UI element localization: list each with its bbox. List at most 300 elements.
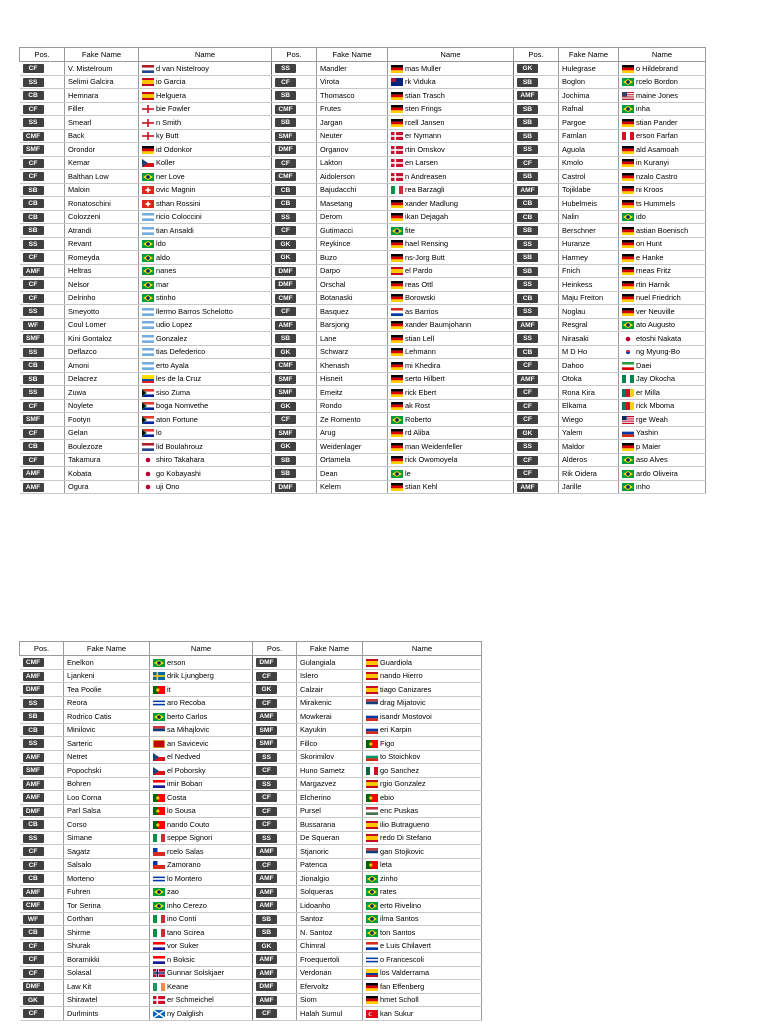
name-cell: [150, 885, 253, 899]
table-row: [20, 156, 706, 170]
player-name: ald Asamoah: [636, 144, 679, 154]
position-badge: CB: [517, 294, 538, 303]
fake-name-cell: Corthan: [64, 912, 150, 926]
position-badge: CB: [23, 820, 44, 829]
flag-dk-icon: [391, 159, 403, 167]
player-name: redo Di Stefano: [380, 833, 432, 843]
player-name: ebio: [380, 792, 394, 802]
position-badge: DMF: [23, 982, 44, 991]
player-name: o Francescoli: [380, 954, 424, 964]
name-cell: [388, 210, 514, 224]
player-name: ikan Dejagah: [405, 212, 449, 222]
name-cell: [619, 89, 706, 103]
position-cell: [20, 170, 65, 184]
name-cell: [388, 62, 514, 76]
position-badge: DMF: [275, 267, 296, 276]
flag-hr-icon: [153, 780, 165, 788]
position-badge: SS: [256, 834, 277, 843]
position-cell: [514, 116, 559, 130]
flag-dk-icon: [391, 132, 403, 140]
fake-name-cell: Reora: [64, 696, 150, 710]
player-name: rcell Jansen: [405, 117, 445, 127]
player-name: leta: [380, 860, 392, 870]
position-badge: GK: [517, 64, 538, 73]
player-name: maine Jones: [636, 90, 678, 100]
name-cell: [363, 858, 482, 872]
flag-co-icon: [366, 969, 378, 977]
player-name: tiago Canizares: [380, 684, 432, 694]
position-cell: [514, 318, 559, 332]
table-row: [20, 197, 706, 211]
fake-name-cell: Frutes: [317, 102, 388, 116]
flag-de-icon: [622, 281, 634, 289]
player-name: n Smith: [156, 117, 182, 127]
table-row: [20, 305, 706, 319]
position-badge: SMF: [256, 726, 277, 735]
name-cell: [619, 75, 706, 89]
player-name: udio Lopez: [156, 320, 193, 330]
player-name: nuel Friedrich: [636, 293, 681, 303]
position-badge: SB: [23, 186, 44, 195]
name-cell: [363, 885, 482, 899]
flag-de-icon: [391, 483, 403, 491]
fake-name-cell: Basquez: [317, 305, 388, 319]
flag-ru-icon: [366, 726, 378, 734]
name-cell: [388, 237, 514, 251]
position-badge: SS: [517, 145, 538, 154]
header-pos: Pos.: [514, 48, 559, 62]
position-badge: AMF: [517, 483, 538, 492]
name-cell: [388, 426, 514, 440]
flag-ar-icon: [142, 227, 154, 235]
player-name: erson: [167, 657, 186, 667]
flag-dk-icon: [391, 146, 403, 154]
player-name: ky Butt: [156, 131, 179, 141]
table-row: [20, 926, 482, 940]
flag-br-icon: [366, 902, 378, 910]
flag-pt-icon: [366, 740, 378, 748]
position-badge: CB: [23, 928, 44, 937]
position-badge: SB: [517, 78, 538, 87]
flag-es-icon: [366, 821, 378, 829]
player-name: tias Defederico: [156, 347, 206, 357]
player-name: mar: [156, 279, 169, 289]
player-name: ner Love: [156, 171, 185, 181]
flag-br-icon: [622, 321, 634, 329]
fake-name-cell: Tor Serina: [64, 899, 150, 913]
flag-de-icon: [391, 200, 403, 208]
position-badge: DMF: [275, 145, 296, 154]
position-badge: WF: [23, 321, 44, 330]
name-cell: [388, 399, 514, 413]
name-cell: [150, 993, 253, 1007]
fake-name-cell: Kini Gontaloz: [65, 332, 139, 346]
fake-name-cell: Hulegrase: [559, 62, 619, 76]
flag-de-icon: [622, 254, 634, 262]
table-row: [20, 818, 482, 832]
position-cell: [253, 818, 297, 832]
position-cell: [20, 885, 64, 899]
name-cell: [619, 372, 706, 386]
name-cell: [139, 75, 272, 89]
fake-name-cell: Thomasco: [317, 89, 388, 103]
flag-me-icon: [153, 740, 165, 748]
position-cell: [272, 197, 317, 211]
player-name: fan Effenberg: [380, 981, 425, 991]
position-cell: [20, 89, 65, 103]
player-name: rick Ebert: [405, 387, 437, 397]
position-cell: [20, 183, 65, 197]
player-name: rgio Gonzalez: [380, 779, 426, 789]
position-cell: [514, 197, 559, 211]
position-cell: [20, 818, 64, 832]
position-badge: CMF: [275, 172, 296, 181]
player-name: vor Suker: [167, 941, 199, 951]
position-cell: [20, 440, 65, 454]
player-name: kan Sukur: [380, 1008, 414, 1018]
position-cell: [272, 345, 317, 359]
name-cell: [363, 723, 482, 737]
position-badge: AMF: [256, 996, 277, 1005]
name-cell: [363, 737, 482, 751]
table-row: [20, 885, 482, 899]
flag-py-icon: [391, 308, 403, 316]
position-badge: SS: [256, 753, 277, 762]
name-cell: [150, 872, 253, 886]
name-cell: [139, 332, 272, 346]
header-name: Name: [139, 48, 272, 62]
flag-jp-icon: [142, 470, 154, 478]
table-row: [20, 480, 706, 494]
fake-name-cell: Chimral: [297, 939, 363, 953]
flag-de-icon: [622, 267, 634, 275]
flag-es-icon: [366, 659, 378, 667]
flag-ar-icon: [142, 348, 154, 356]
player-name: man Weidenfeller: [405, 441, 463, 451]
position-badge: GK: [23, 996, 44, 1005]
flag-de-icon: [391, 281, 403, 289]
flag-de-icon: [391, 254, 403, 262]
position-cell: [20, 291, 65, 305]
player-name: mi Khedira: [405, 360, 441, 370]
table-row: [20, 656, 482, 670]
position-cell: [253, 831, 297, 845]
name-cell: [619, 399, 706, 413]
player-name: aldo: [156, 252, 170, 262]
fake-name-cell: Khenash: [317, 359, 388, 373]
fake-name-cell: Atrandi: [65, 224, 139, 238]
position-cell: [272, 413, 317, 427]
position-cell: [20, 305, 65, 319]
name-cell: [139, 197, 272, 211]
player-name: ts Hummels: [636, 198, 676, 208]
position-cell: [20, 804, 64, 818]
name-cell: [619, 170, 706, 184]
fake-name-cell: Zuwa: [65, 386, 139, 400]
flag-jp-icon: [622, 335, 634, 343]
position-badge: CF: [256, 807, 277, 816]
fake-name-cell: Lidoanho: [297, 899, 363, 913]
position-badge: CF: [256, 793, 277, 802]
position-badge: CF: [23, 105, 44, 114]
player-name: boga Nomvethe: [156, 401, 209, 411]
flag-en-icon: [142, 105, 154, 113]
position-badge: AMF: [256, 955, 277, 964]
position-cell: [514, 440, 559, 454]
name-cell: [388, 116, 514, 130]
table-row: [20, 953, 482, 967]
table-row: [20, 440, 706, 454]
flag-de-icon: [391, 240, 403, 248]
name-cell: [363, 804, 482, 818]
fake-name-cell: Berschner: [559, 224, 619, 238]
name-cell: [388, 291, 514, 305]
position-badge: CF: [256, 766, 277, 775]
player-name: zinho: [380, 873, 398, 883]
table-row: [20, 224, 706, 238]
player-name: aton Fortune: [156, 414, 198, 424]
name-cell: [150, 831, 253, 845]
position-badge: CF: [517, 415, 538, 424]
flag-de-icon: [391, 119, 403, 127]
table-row: [20, 467, 706, 481]
position-cell: [253, 885, 297, 899]
flag-de-icon: [391, 456, 403, 464]
position-cell: [20, 224, 65, 238]
fake-name-cell: Heltras: [65, 264, 139, 278]
position-cell: [514, 129, 559, 143]
fake-name-cell: Jochima: [559, 89, 619, 103]
fake-name-cell: Huranze: [559, 237, 619, 251]
name-cell: [139, 143, 272, 157]
position-cell: [272, 440, 317, 454]
name-cell: [619, 197, 706, 211]
name-cell: [619, 102, 706, 116]
table-row: [20, 116, 706, 130]
flag-de-icon: [391, 362, 403, 370]
fake-name-cell: Takamura: [65, 453, 139, 467]
name-cell: [388, 372, 514, 386]
flag-de-icon: [366, 983, 378, 991]
name-cell: [150, 1007, 253, 1021]
flag-se-icon: [153, 672, 165, 680]
flag-pt-icon: [366, 794, 378, 802]
position-cell: [253, 656, 297, 670]
fake-name-cell: Barsjong: [317, 318, 388, 332]
name-cell: [139, 89, 272, 103]
position-cell: [20, 899, 64, 913]
fake-name-cell: Orschal: [317, 278, 388, 292]
fake-name-cell: Shirme: [64, 926, 150, 940]
position-cell: [20, 696, 64, 710]
position-cell: [514, 251, 559, 265]
header-pos: Pos.: [20, 642, 64, 656]
name-cell: [388, 197, 514, 211]
name-cell: [139, 440, 272, 454]
name-cell: [388, 102, 514, 116]
position-badge: GK: [275, 253, 296, 262]
flag-kr-icon: [622, 348, 634, 356]
fake-name-cell: Corso: [64, 818, 150, 832]
position-badge: CB: [517, 199, 538, 208]
position-badge: SS: [275, 64, 296, 73]
flag-bg-icon: [366, 753, 378, 761]
position-badge: CF: [517, 388, 538, 397]
fake-name-cell: Jionalgio: [297, 872, 363, 886]
table-row: [20, 386, 706, 400]
name-cell: [388, 480, 514, 494]
position-badge: CB: [23, 199, 44, 208]
flag-za-icon: [142, 416, 154, 424]
name-cell: [619, 480, 706, 494]
flag-uy-icon: [153, 875, 165, 883]
table-row: [20, 1007, 482, 1021]
position-cell: [20, 683, 64, 697]
table-row: [20, 669, 482, 683]
position-badge: AMF: [256, 847, 277, 856]
name-cell: [619, 332, 706, 346]
flag-de-icon: [391, 348, 403, 356]
player-name: aso Alves: [636, 455, 668, 465]
player-name: lo Sousa: [167, 806, 196, 816]
name-cell: [150, 683, 253, 697]
position-cell: [272, 237, 317, 251]
player-name: stinho: [156, 293, 176, 303]
player-name: Helguera: [156, 90, 186, 100]
player-name: erto Ayala: [156, 360, 189, 370]
fake-name-cell: N. Santoz: [297, 926, 363, 940]
player-name: er Milla: [636, 387, 660, 397]
name-cell: [150, 858, 253, 872]
position-cell: [272, 143, 317, 157]
position-cell: [514, 413, 559, 427]
flag-de-icon: [391, 65, 403, 73]
fake-name-cell: Coul Lomer: [65, 318, 139, 332]
fake-name-cell: Solqueras: [297, 885, 363, 899]
flag-br-icon: [622, 483, 634, 491]
name-cell: [150, 912, 253, 926]
position-cell: [253, 1007, 297, 1021]
name-cell: [363, 953, 482, 967]
player-name: ng Myung-Bo: [636, 347, 680, 357]
player-name: Yashin: [636, 428, 659, 438]
player-name: zao: [167, 887, 179, 897]
name-cell: [363, 669, 482, 683]
position-cell: [20, 831, 64, 845]
table-row: [20, 966, 482, 980]
player-name: ton Santos: [380, 927, 416, 937]
flag-de-icon: [622, 294, 634, 302]
position-cell: [20, 669, 64, 683]
name-cell: [363, 710, 482, 724]
table-row: [20, 332, 706, 346]
fake-name-cell: Boglon: [559, 75, 619, 89]
flag-br-icon: [391, 416, 403, 424]
fake-name-cell: Solasal: [64, 966, 150, 980]
player-name: les de la Cruz: [156, 374, 202, 384]
name-cell: [619, 291, 706, 305]
flag-ch-icon: [142, 200, 154, 208]
position-cell: [272, 156, 317, 170]
position-badge: CF: [23, 955, 44, 964]
position-badge: CF: [256, 672, 277, 681]
flag-za-icon: [142, 402, 154, 410]
position-badge: CF: [275, 226, 296, 235]
table-row: [20, 62, 706, 76]
position-cell: [20, 413, 65, 427]
player-name: sa Mihajlovic: [167, 725, 210, 735]
flag-za-icon: [142, 389, 154, 397]
name-cell: [139, 183, 272, 197]
flag-br-icon: [153, 888, 165, 896]
fake-name-cell: Calzair: [297, 683, 363, 697]
position-badge: CF: [275, 307, 296, 316]
name-cell: [619, 183, 706, 197]
position-cell: [272, 480, 317, 494]
table-row: [20, 129, 706, 143]
player-name: n Andreasen: [405, 171, 447, 181]
flag-de-icon: [391, 213, 403, 221]
position-cell: [253, 858, 297, 872]
position-cell: [253, 723, 297, 737]
player-name: uji Ono: [156, 482, 180, 492]
position-badge: CF: [23, 942, 44, 951]
flag-nl-icon: [142, 443, 154, 451]
position-badge: SMF: [23, 334, 44, 343]
player-name: lo: [156, 428, 162, 438]
position-badge: SB: [517, 118, 538, 127]
player-name: nanes: [156, 266, 177, 276]
table-row: [20, 723, 482, 737]
flag-pe-icon: [622, 132, 634, 140]
position-badge: SS: [23, 78, 44, 87]
table-row: [20, 318, 706, 332]
position-badge: CF: [256, 1009, 277, 1018]
fake-name-cell: Elcherino: [297, 791, 363, 805]
flag-sc-icon: [153, 1010, 165, 1018]
table-row: [20, 939, 482, 953]
flag-de-icon: [622, 200, 634, 208]
player-name: shiro Takahara: [156, 455, 205, 465]
position-badge: SB: [517, 172, 538, 181]
player-name: on Hunt: [636, 239, 662, 249]
flag-br-icon: [391, 470, 403, 478]
player-name: er Schmeichel: [167, 995, 214, 1005]
name-cell: [363, 818, 482, 832]
position-cell: [514, 75, 559, 89]
name-cell: [619, 143, 706, 157]
fake-name-cell: V. Mistelroum: [65, 62, 139, 76]
player-name: an Savicevic: [167, 738, 209, 748]
player-name: tano Scirea: [167, 927, 205, 937]
position-badge: AMF: [23, 780, 44, 789]
position-badge: SMF: [23, 145, 44, 154]
fake-name-cell: Islero: [297, 669, 363, 683]
fake-name-cell: Dean: [317, 467, 388, 481]
position-cell: [253, 899, 297, 913]
name-cell: [388, 251, 514, 265]
fake-name-cell: Enelkon: [64, 656, 150, 670]
position-badge: SS: [23, 307, 44, 316]
flag-de-icon: [622, 119, 634, 127]
position-badge: AMF: [23, 469, 44, 478]
position-cell: [253, 872, 297, 886]
name-cell: [619, 62, 706, 76]
fake-name-cell: Fuhren: [64, 885, 150, 899]
position-badge: CB: [23, 726, 44, 735]
player-name: stian Lell: [405, 333, 435, 343]
fake-name-cell: Sagatz: [64, 845, 150, 859]
